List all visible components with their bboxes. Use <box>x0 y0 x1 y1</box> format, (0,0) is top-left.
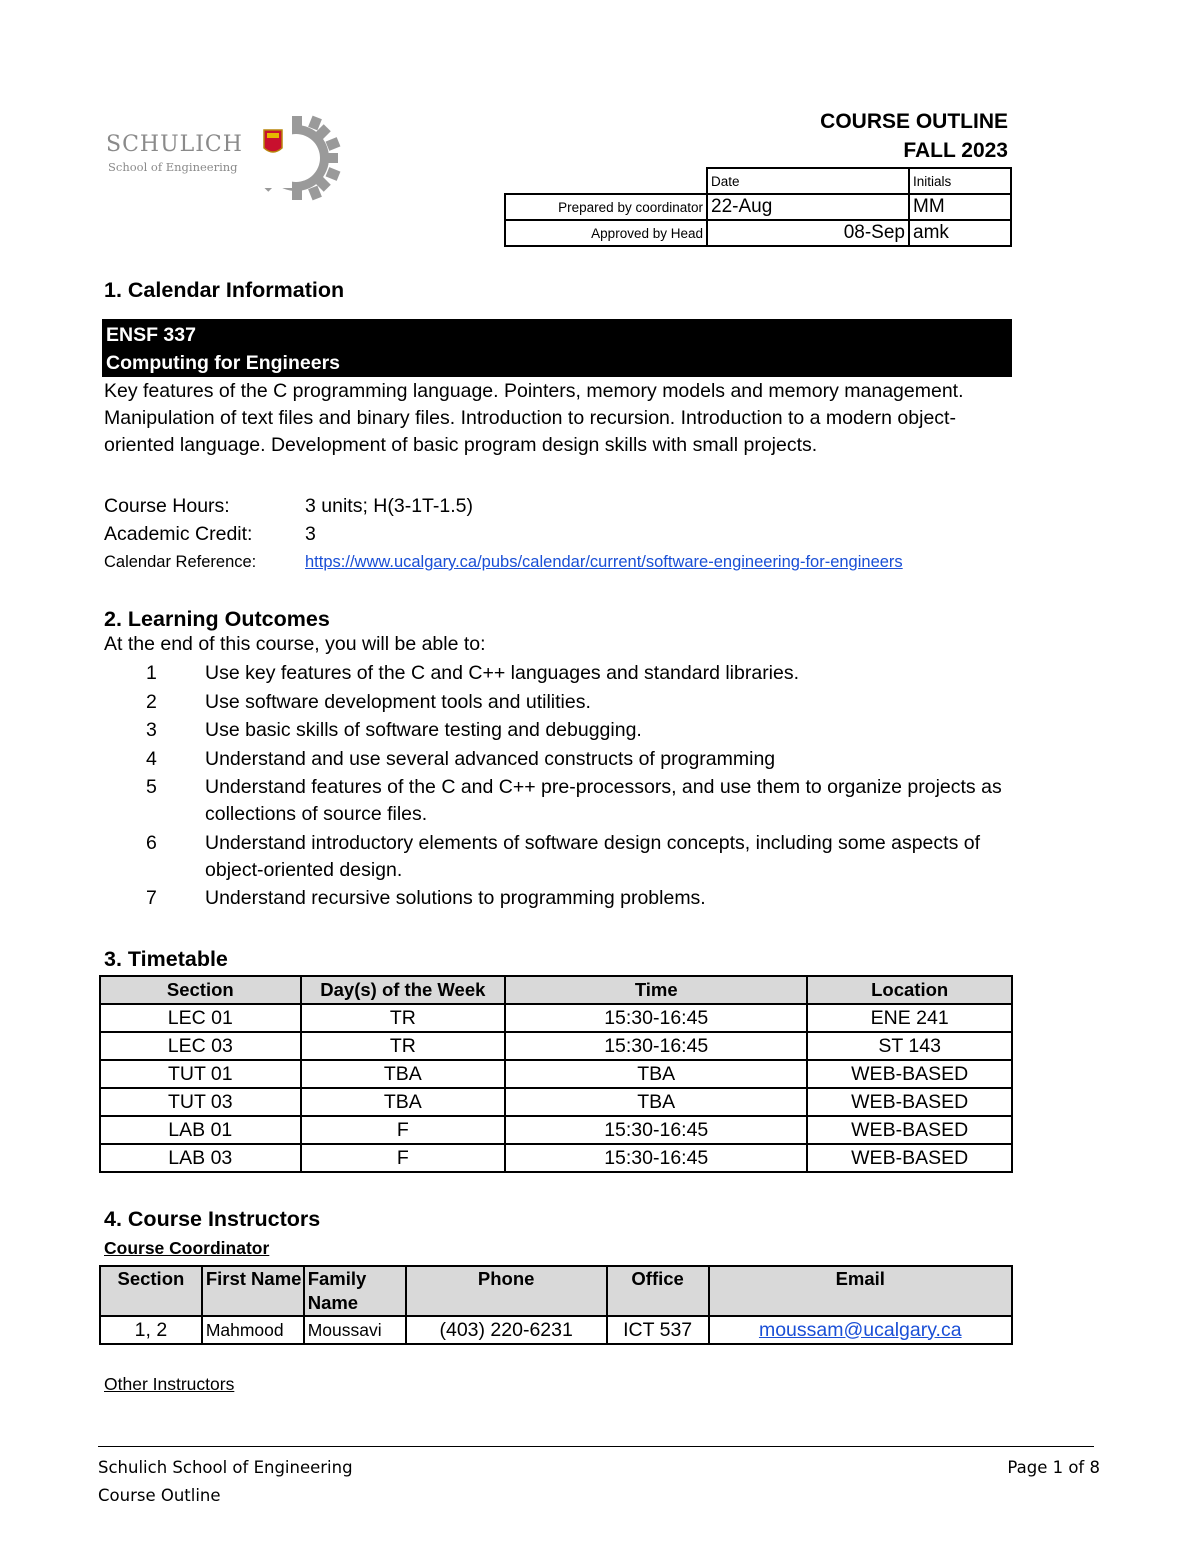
other-instructors-label: Other Instructors <box>104 1374 235 1394</box>
coordinator-family-name: Moussavi <box>304 1316 406 1344</box>
document-title: COURSE OUTLINE <box>820 110 1008 133</box>
timetable-cell: WEB-BASED <box>807 1144 1012 1172</box>
course-title-band <box>102 319 1012 377</box>
table-row <box>100 1032 1012 1060</box>
course-description: Key features of the C programming language. Pointers, memory models and memory management. Manipulation of text files and binary files. Introduction to recursion. Introduction to a modern object-oriented language. Development of basic program design skills with small projects. <box>104 380 964 456</box>
term-label: FALL 2023 <box>903 139 1008 162</box>
calendar-reference-label: Calendar Reference: <box>104 553 257 571</box>
footer-page-number: Page 1 of 8 <box>1007 1458 1100 1477</box>
outcome-text: Understand introductory elements of software design concepts, including some aspects of object-oriented design. <box>205 831 981 881</box>
col-phone: Phone <box>406 1266 607 1316</box>
timetable-cell: TUT 01 <box>100 1060 301 1088</box>
section-heading-calendar: 1. Calendar Information <box>104 278 345 302</box>
table-row <box>100 1316 1012 1344</box>
outcome-number: 2 <box>146 690 157 713</box>
timetable-col-header: Section <box>100 976 301 1004</box>
timetable-cell: ST 143 <box>807 1032 1012 1060</box>
outcome-text: Understand features of the C and C++ pre-processors, and use them to organize projects as collections of source files. <box>205 776 1002 825</box>
course-coordinator-label: Course Coordinator <box>104 1238 270 1258</box>
timetable-cell: WEB-BASED <box>807 1116 1012 1144</box>
timetable-cell: TBA <box>505 1088 807 1116</box>
course-name: Computing for Engineers <box>106 352 340 374</box>
table-row <box>100 1144 1012 1172</box>
academic-credit-value: 3 <box>305 523 316 545</box>
timetable-col-header: Time <box>505 976 807 1004</box>
timetable-cell: LEC 03 <box>100 1032 301 1060</box>
list-item <box>104 746 1014 773</box>
footer-doc-type: Course Outline <box>98 1486 221 1505</box>
timetable-cell: TR <box>301 1004 506 1032</box>
timetable-cell: LAB 01 <box>100 1116 301 1144</box>
coordinator-email-link[interactable]: moussam@ucalgary.ca <box>758 1318 962 1341</box>
calendar-reference-link[interactable]: https://www.ucalgary.ca/pubs/calendar/current/software-engineering-for-engineers <box>305 553 903 571</box>
timetable-cell: TR <box>301 1032 506 1060</box>
timetable-cell: 15:30-16:45 <box>505 1004 807 1032</box>
section-heading-outcomes: 2. Learning Outcomes <box>104 607 330 631</box>
footer-divider <box>98 1446 1094 1447</box>
timetable-cell: F <box>301 1116 506 1144</box>
timetable-cell: 15:30-16:45 <box>505 1144 807 1172</box>
timetable-cell: 15:30-16:45 <box>505 1032 807 1060</box>
table-row <box>100 1116 1012 1144</box>
outcome-text: Use software development tools and utilities. <box>205 690 591 713</box>
outcomes-intro: At the end of this course, you will be able to: <box>104 633 486 655</box>
timetable-col-header: Day(s) of the Week <box>301 976 506 1004</box>
list-item <box>104 689 1014 716</box>
logo-subtitle: School of Engineering <box>108 160 238 174</box>
timetable-cell: F <box>301 1144 506 1172</box>
col-office: Office <box>607 1266 709 1316</box>
timetable-cell: LAB 03 <box>100 1144 301 1172</box>
coordinator-first-name: Mahmood <box>202 1316 304 1344</box>
table-row <box>100 1060 1012 1088</box>
list-item <box>104 660 1014 687</box>
timetable-cell: 15:30-16:45 <box>505 1116 807 1144</box>
prepared-initials: MM <box>909 194 1011 220</box>
course-code: ENSF 337 <box>106 324 196 346</box>
prepared-label: Prepared by coordinator <box>505 194 707 220</box>
timetable-cell: WEB-BASED <box>807 1060 1012 1088</box>
approved-initials: amk <box>909 220 1011 246</box>
timetable-cell: TBA <box>301 1060 506 1088</box>
list-item <box>104 774 1014 828</box>
outcome-number: 5 <box>146 776 157 798</box>
coordinator-table <box>99 1265 1013 1345</box>
outcome-text: Use key features of the C and C++ languages and standard libraries. <box>205 662 800 684</box>
coordinator-phone: (403) 220-6231 <box>406 1316 607 1344</box>
outcome-number: 1 <box>146 662 157 684</box>
timetable-cell: TUT 03 <box>100 1088 301 1116</box>
timetable-col-header: Location <box>807 976 1012 1004</box>
prepared-date: 22-Aug <box>707 194 909 220</box>
logo-wordmark: SCHULICH <box>106 132 243 157</box>
timetable-cell: TBA <box>301 1088 506 1116</box>
list-item <box>104 717 1014 744</box>
timetable-cell: ENE 241 <box>807 1004 1012 1032</box>
outcomes-list <box>104 660 1014 914</box>
col-section: Section <box>100 1266 202 1316</box>
academic-credit-label: Academic Credit: <box>104 523 253 545</box>
list-item <box>104 830 1014 884</box>
outcome-number: 6 <box>146 831 157 854</box>
table-row <box>100 1004 1012 1032</box>
section-heading-timetable: 3. Timetable <box>104 947 228 971</box>
col-first-name: First Name <box>202 1266 304 1316</box>
section-heading-instructors: 4. Course Instructors <box>104 1207 321 1231</box>
approved-date: 08-Sep <box>707 220 909 246</box>
outcome-text: Use basic skills of software testing and debugging. <box>205 719 642 741</box>
col-family-name: Family Name <box>304 1266 406 1316</box>
coordinator-office: ICT 537 <box>607 1316 709 1344</box>
timetable-cell: LEC 01 <box>100 1004 301 1032</box>
outcome-text: Understand and use several advanced constructs of programming <box>205 747 776 770</box>
approval-initials-header: Initials <box>909 168 1011 194</box>
table-row <box>100 1088 1012 1116</box>
approval-table <box>504 167 1012 247</box>
list-item <box>104 885 1014 912</box>
coordinator-section: 1, 2 <box>100 1316 202 1344</box>
timetable-cell: WEB-BASED <box>807 1088 1012 1116</box>
timetable-cell: TBA <box>505 1060 807 1088</box>
outcome-number: 4 <box>146 747 157 770</box>
gear-icon <box>234 112 346 204</box>
schulich-logo <box>106 112 346 204</box>
course-hours-value: 3 units; H(3-1T-1.5) <box>305 495 473 517</box>
approved-label: Approved by Head <box>505 220 707 246</box>
approval-date-header: Date <box>707 168 909 194</box>
course-hours-label: Course Hours: <box>104 495 230 517</box>
footer-school: Schulich School of Engineering <box>98 1458 353 1477</box>
outcome-text: Understand recursive solutions to programming problems. <box>205 887 706 909</box>
timetable-table <box>99 975 1013 1173</box>
outcome-number: 3 <box>146 719 157 741</box>
col-email: Email <box>709 1266 1013 1316</box>
outcome-number: 7 <box>146 887 157 909</box>
